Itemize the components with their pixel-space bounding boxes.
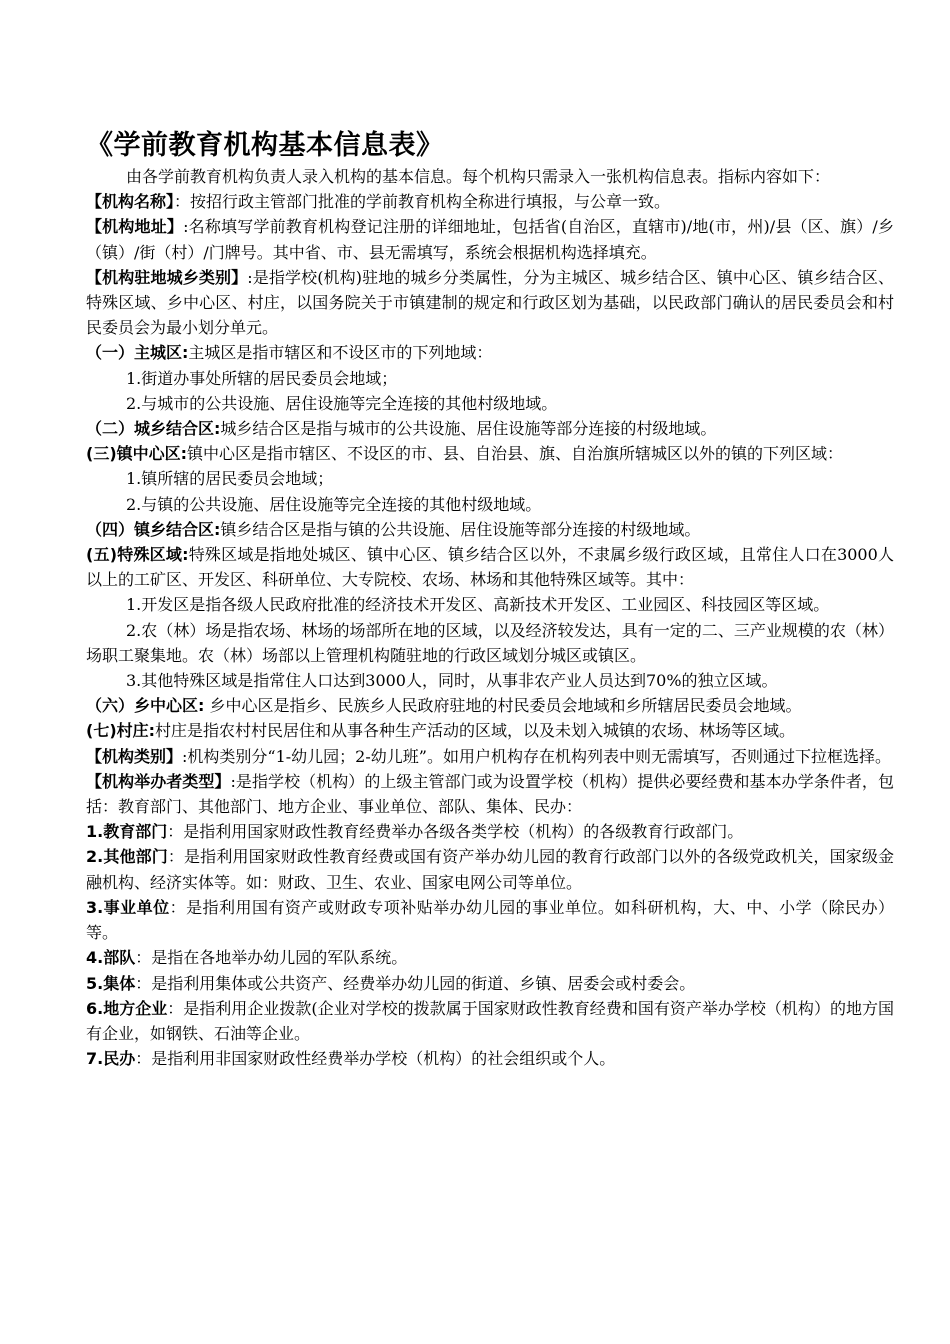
sponsor-type: [86, 844, 894, 894]
sponsor-type-label: 4.部队: [86, 948, 136, 968]
zone-label: (三)镇中心区:: [86, 444, 188, 464]
field-label: 【机构类别】: [86, 746, 183, 766]
field-text: ：按招行政主管部门批准的学前教育机构全称进行填报，与公章一致。: [174, 192, 671, 212]
field-category: [86, 744, 894, 769]
field-text: :机构类别分“1-幼儿园；2-幼儿班”。如用户机构存在机构列表中则无需填写，否则通过下拉框选择。: [182, 746, 891, 766]
field-sponsor: [86, 769, 894, 819]
sponsor-type: [86, 996, 894, 1046]
document-page: [86, 128, 894, 1071]
zone-4: [86, 517, 894, 542]
sponsor-type-label: 7.民办: [86, 1049, 136, 1069]
zone-label: （六）乡中心区:: [86, 696, 205, 716]
sponsor-type-label: 5.集体: [86, 973, 136, 993]
sponsor-type-text: ：是指利用集体或公共资产、经费举办幼儿园的街道、乡镇、居委会或村委会。: [135, 973, 696, 993]
zone-label: (七)村庄:: [86, 721, 156, 741]
zone-2: [86, 416, 894, 441]
zone-5-item: 2.农（林）场是指农场、林场的场部所在地的区域，以及经济较发达，具有一定的二、三产业规模的农（林）场职工聚集地。农（林）场部以上管理机构随驻地的行政区域划分城区或镇区。: [86, 620, 894, 665]
sponsor-type: [86, 1046, 894, 1071]
sponsor-type-label: 6.地方企业: [86, 998, 168, 1018]
zone-text: 特殊区域是指地处城区、镇中心区、镇乡结合区以外，不隶属乡级行政区域，且常住人口在3000人以上的工矿区、开发区、科研单位、大专院校、农场、林场和其他特殊区域等。其中：: [86, 545, 894, 590]
zone-1-item: 1.街道办事处所辖的居民委员会地域；: [126, 368, 398, 388]
document-title: 《学前教育机构基本信息表》: [86, 130, 444, 161]
field-text: :是指学校(机构)驻地的城乡分类属性，分为主城区、城乡结合区、镇中心区、镇乡结合区、特殊区域、乡中心区、村庄，以国务院关于市镇建制的规定和行政区划为基础，以民政部门确认的居民委员会和村民委员会为最小划分单元。: [86, 267, 894, 338]
zone-text: 城乡结合区是指与城市的公共设施、居住设施等部分连接的村级地域。: [220, 419, 717, 439]
field-label: 【机构地址】: [86, 217, 184, 237]
field-address: [86, 214, 894, 264]
zone-5-item: 1.开发区是指各级人民政府批准的经济技术开发区、高新技术开发区、工业园区、科技园区等区域。: [126, 595, 830, 615]
zone-7: [86, 718, 894, 743]
zone-label: （二）城乡结合区:: [86, 419, 221, 439]
zone-text: 镇中心区是指市辖区、不设区的市、县、自治县、旗、自治旗所辖城区以外的镇的下列区域：: [187, 444, 844, 464]
sponsor-type-text: ：是指利用非国家财政性经费举办学校（机构）的社会组织或个人。: [135, 1049, 616, 1069]
zone-1: [86, 340, 894, 365]
field-text: :名称填写学前教育机构登记注册的详细地址，包括省(自治区，直辖市)/地(市，州)/县（区、旗）/乡（镇）/街（村）/门牌号。其中省、市、县无需填写，系统会根据机构选择填充。: [86, 217, 894, 262]
zone-5: [86, 542, 894, 592]
intro-paragraph: 由各学前教育机构负责人录入机构的基本信息。每个机构只需录入一张机构信息表。指标内容如下：: [126, 167, 831, 186]
sponsor-type-label: 1.教育部门: [86, 822, 168, 842]
zone-6: [86, 693, 894, 718]
field-name: [86, 189, 894, 214]
sponsor-type: [86, 895, 894, 945]
sponsor-type-text: ：是指利用企业拨款(企业对学校的拨款属于国家财政性教育经费和国有资产举办学校（机构）的地方国有企业，如钢铁、石油等企业。: [86, 998, 894, 1043]
sponsor-type-text: ：是指利用国有资产或财政专项补贴举办幼儿园的事业单位。如科研机构，大、中、小学（除民办）等。: [86, 897, 894, 943]
zone-5-item: 3.其他特殊区域是指常住人口达到3000人，同时，从事非农产业人员达到70%的独立区域。: [126, 671, 778, 691]
zone-3: [86, 441, 894, 466]
zone-1-item: 2.与城市的公共设施、居住设施等完全连接的其他村级地域。: [126, 393, 558, 413]
sponsor-type-label: 3.事业单位: [86, 897, 170, 917]
field-label: 【机构举办者类型】: [86, 771, 231, 791]
field-urban-rural: [86, 265, 894, 341]
zone-text: 镇乡结合区是指与镇的公共设施、居住设施等部分连接的村级地域。: [220, 519, 701, 539]
zone-3-item: 1.镇所辖的居民委员会地域；: [126, 469, 334, 489]
field-text: :是指学校（机构）的上级主管部门或为设置学校（机构）提供必要经费和基本办学条件者，包括：教育部门、其他部门、地方企业、事业单位、部队、集体、民办：: [86, 771, 894, 817]
sponsor-type: [86, 971, 894, 996]
zone-label: （一）主城区:: [86, 343, 189, 363]
zone-label: (五)特殊区域:: [86, 545, 189, 565]
sponsor-type: [86, 945, 894, 970]
zone-3-item: 2.与镇的公共设施、居住设施等完全连接的其他村级地域。: [126, 494, 542, 514]
zone-text: 主城区是指市辖区和不设区市的下列地域：: [188, 343, 493, 363]
sponsor-type-text: ：是指利用国家财政性教育经费或国有资产举办幼儿园的教育行政部门以外的各级党政机关，国家级金融机构、经济实体等。如：财政、卫生、农业、国家电网公司等单位。: [86, 847, 894, 892]
sponsor-type-text: ：是指在各地举办幼儿园的军队系统。: [135, 948, 408, 968]
zone-text: 乡中心区是指乡、民族乡人民政府驻地的村民委员会地域和乡所辖居民委员会地域。: [204, 696, 802, 716]
field-label: 【机构驻地城乡类别】: [86, 267, 248, 287]
sponsor-type: [86, 819, 894, 844]
sponsor-type-label: 2.其他部门: [86, 847, 168, 867]
field-label: 【机构名称】: [86, 192, 175, 212]
zone-text: 村庄是指农村村民居住和从事各种生产活动的区域，以及未划入城镇的农场、林场等区域。: [155, 721, 796, 741]
zone-label: （四）镇乡结合区:: [86, 519, 221, 539]
sponsor-type-text: ：是指利用国家财政性教育经费举办各级各类学校（机构）的各级教育行政部门。: [167, 822, 744, 842]
